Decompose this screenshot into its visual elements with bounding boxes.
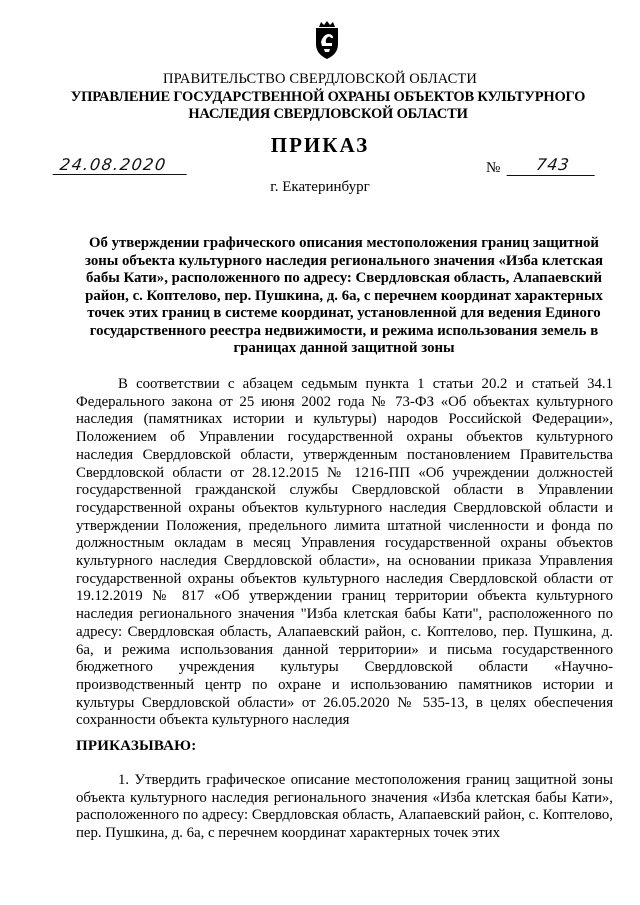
date-underline <box>53 174 187 175</box>
document-subject: Об утверждении графического описания местоположения границ защитной зоны объекта культурного наследия регионального значения «Изба клетская бабы Кати», расположенного по адресу: Свердловская область, Алапаевский район, с. Коптелово, пер. Пушкина, д. 6а, с перечнем координат характерных точек этих границ в системе координат, установленной для ведения Единого государственного реестра недвижимости, и режима использования земель в границах данной защитной зоны <box>85 235 603 356</box>
coat-of-arms-icon <box>312 20 342 60</box>
document-number <box>506 152 598 180</box>
document-number-value: 743 <box>534 155 572 174</box>
document-number-label: № <box>486 160 501 176</box>
document-type-title: ПРИКАЗ <box>270 133 370 157</box>
order-item-1: 1. Утвердить графическое описание местоположения границ защитной зоны объекта культурного наследия регионального значения «Изба клетская бабы Кати», расположенного по адресу: Свердловская область, Алапаевский район, с. Коптелово, пер. Пушкина, д. 6а, с перечнем координат характерных точек этих <box>76 772 613 842</box>
government-name: ПРАВИТЕЛЬСТВО СВЕРДЛОВСКОЙ ОБЛАСТИ <box>163 71 477 87</box>
order-word: ПРИКАЗЫВАЮ: <box>76 738 197 754</box>
document-date <box>50 150 194 180</box>
number-underline <box>507 175 595 176</box>
department-name: УПРАВЛЕНИЕ ГОСУДАРСТВЕННОЙ ОХРАНЫ ОБЪЕКТОВ КУЛЬТУРНОГО НАСЛЕДИЯ СВЕРДЛОВСКОЙ ОБЛАСТИ <box>70 89 586 122</box>
document-city: г. Екатеринбург <box>270 179 370 195</box>
document-date-value: 24.08.2020 <box>58 155 169 174</box>
preamble-paragraph: В соответствии с абзацем седьмым пункта 1 статьи 20.2 и статьей 34.1 Федерального закона от 25 июня 2002 года № 73-ФЗ «Об объектах культурного наследия (памятниках истории и культуры) народов Российской Федерации», Положением об Управлении государственной охраны объектов культурного наследия Свердловской области, утвержденным постановлением Правительства Свердловской области от 28.12.2015 № 1216-ПП «Об учреждении должностей государственной гражданской службы Свердловской области в Управлении государственной охраны объектов культурного наследия Свердловской области и утверждении Положения, предельного лимита штатной численности и фонда по должностным окладам в месяц Управления государственной охраны объектов культурного наследия Свердловской области», на основании приказа Управления государственной охраны объектов культурного наследия Свердловской области от 19.12.2019 № 817 «Об утверждении границ территории объекта культурного наследия регионального значения "Изба клетская бабы Кати", расположенного по адресу: Свердловская область, Алапаевский район, с. Коптелово, пер. Пушкина, д. 6а, и режима использования данной территории» и письма государственного бюджетного учреждения культуры Свердловской области «Научно-производственный центр по охране и использованию памятников истории и культуры Свердловской области» от 26.05.2020 № 535-13, в целях обеспечения сохранности объекта культурного наследия <box>76 376 613 729</box>
